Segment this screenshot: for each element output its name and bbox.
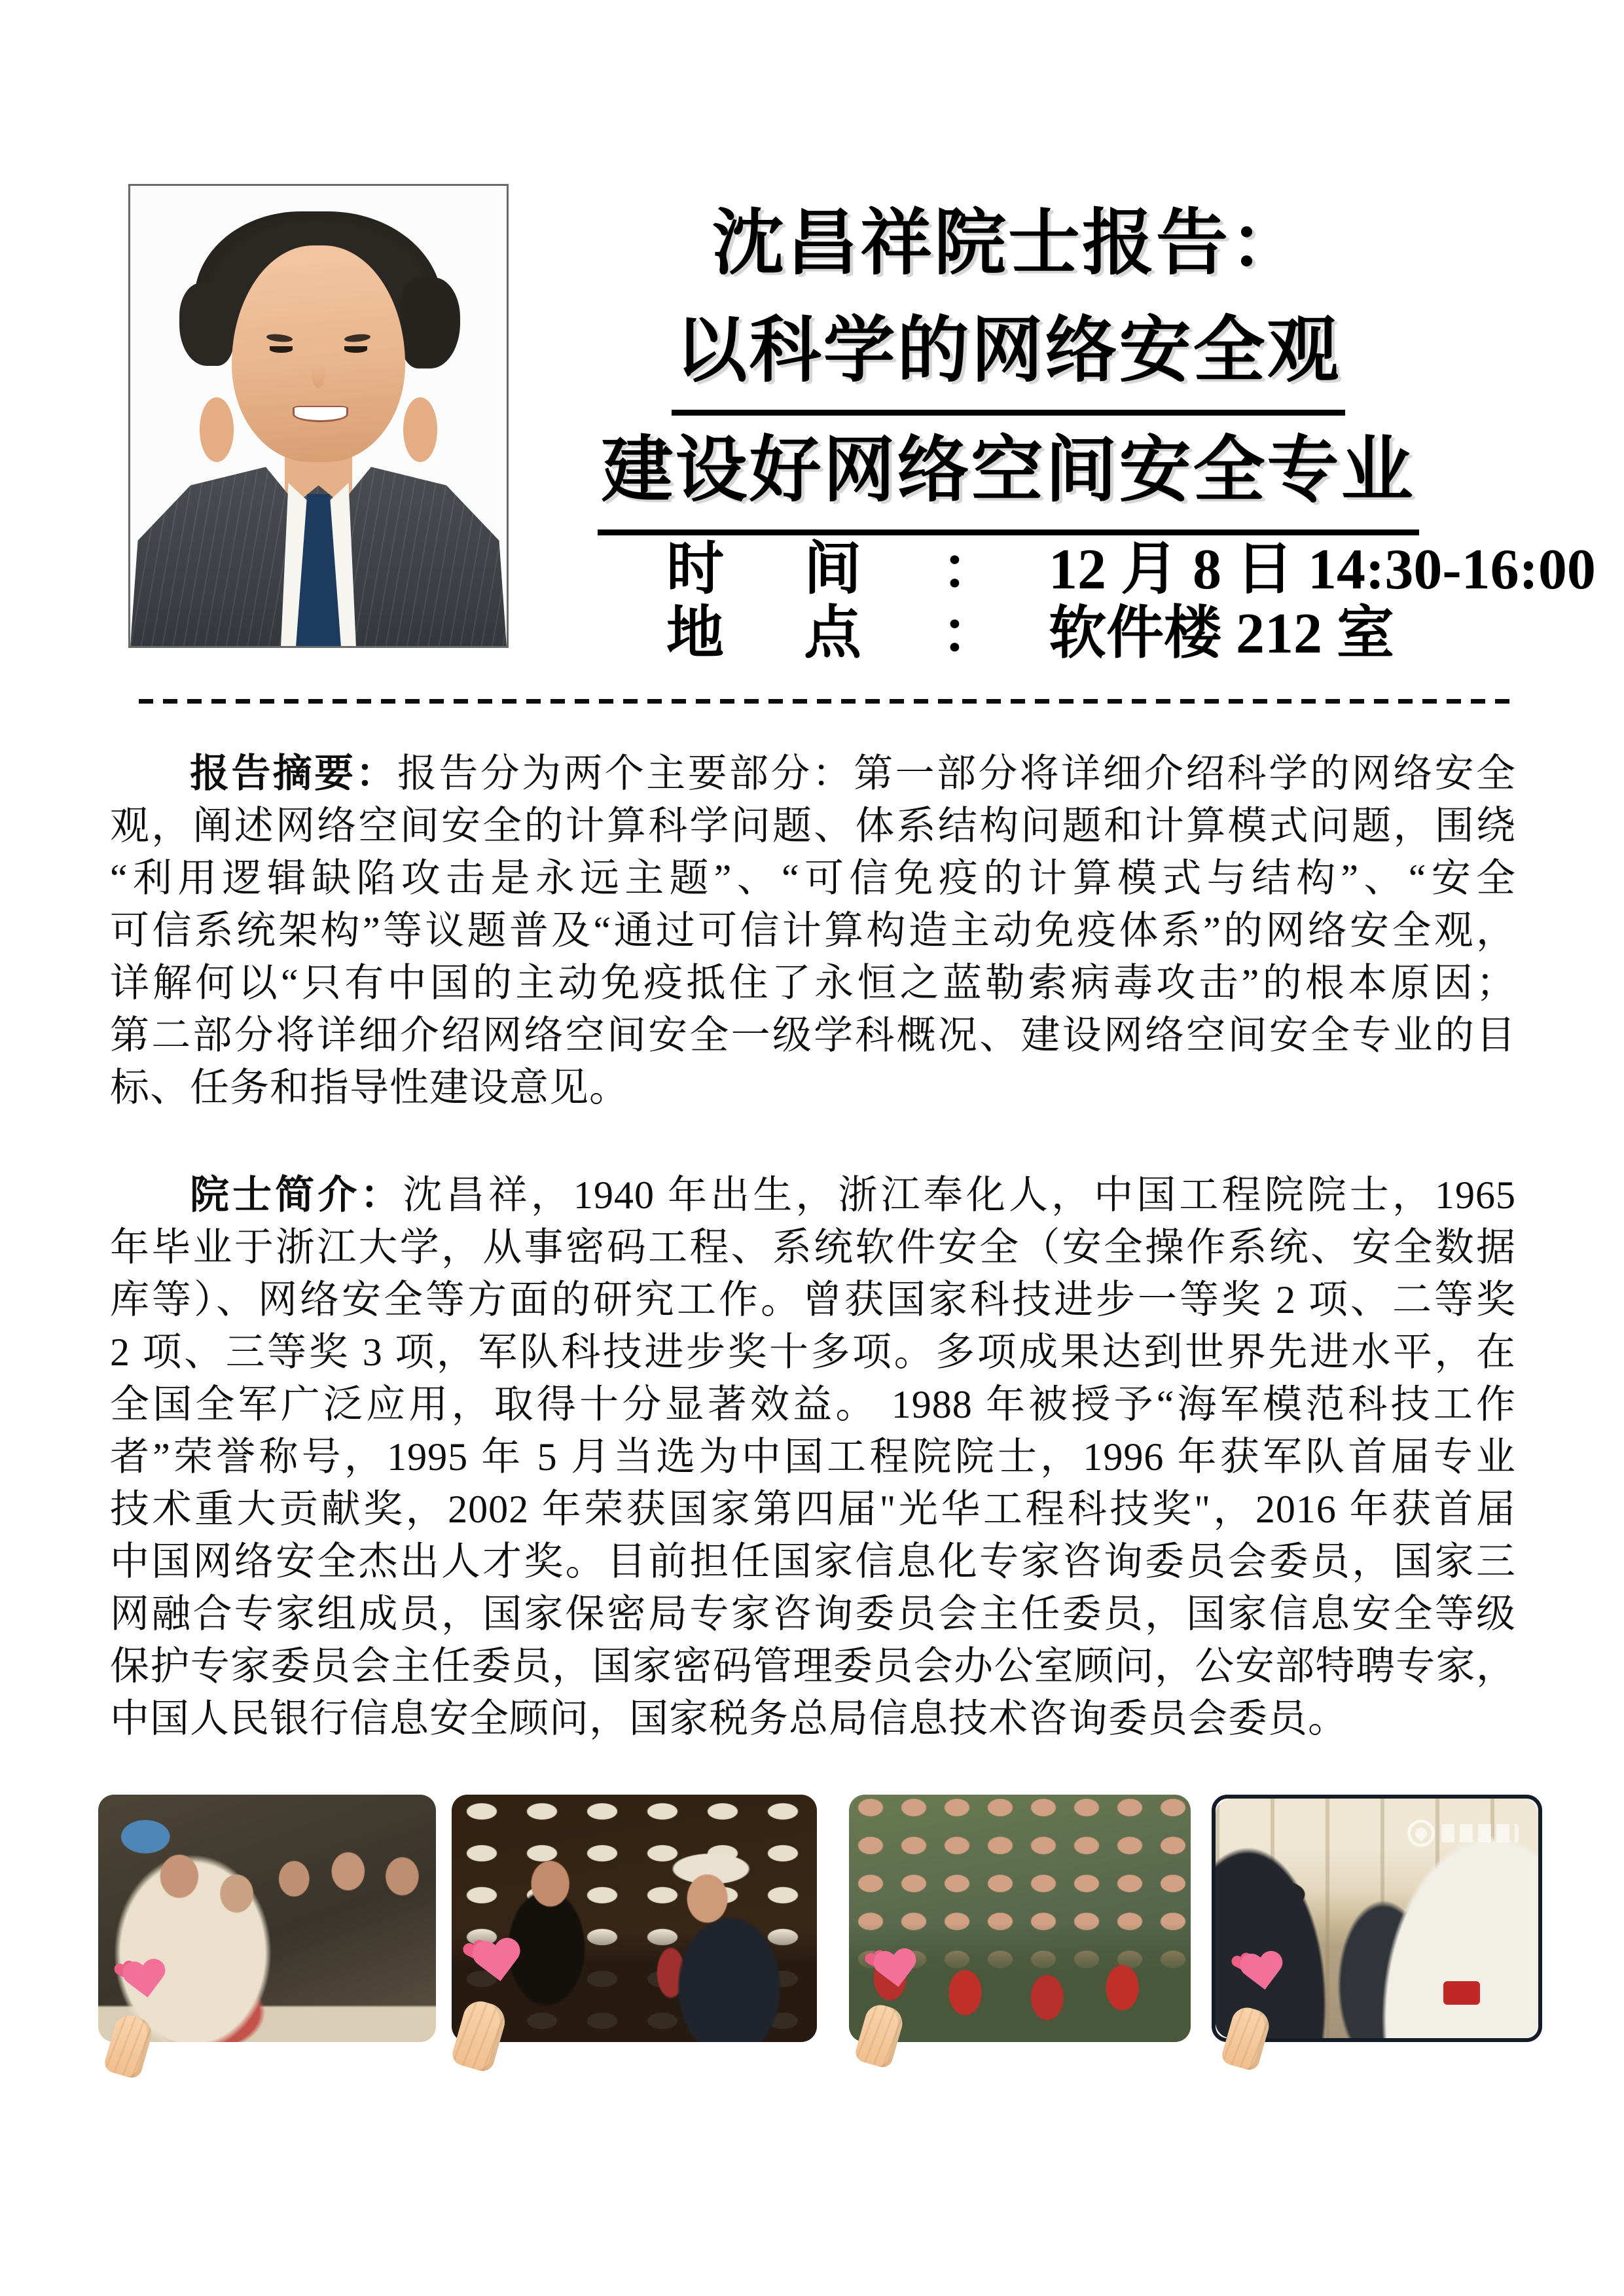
gallery-photo-4 (1212, 1795, 1542, 2042)
dashed-divider (139, 699, 1517, 704)
underlined-title-text: 以科学的网络安全观 (672, 298, 1345, 416)
schedule-block (666, 538, 1596, 666)
heart-icon (120, 1958, 171, 2005)
hand-icon (102, 2012, 155, 2080)
title-block (524, 191, 1492, 535)
text-line: 保护专家委员会主任委员，国家密码管理委员会办公室顾问，公安部特聘专家， (110, 1645, 1516, 1688)
place-row (666, 602, 1596, 666)
place-label: 地 点 ： (666, 602, 1032, 666)
heart-hand-sticker (448, 1926, 565, 2072)
portrait-eyebrow (266, 333, 293, 343)
text-line: 院士简介：沈昌祥，1940 年出生，浙江奉化人，中国工程院院士，1965 (190, 1174, 1516, 1217)
gallery-photo-3 (849, 1795, 1191, 2042)
page-title-line1: 沈昌祥院士报告： (712, 204, 1304, 283)
academician-portrait-photo (128, 184, 509, 648)
place-value: 软件楼 212 室 (1049, 602, 1395, 666)
text-line: 第二部分将详细介绍网络空间安全一级学科概况、建设网络空间安全专业的目 (110, 1014, 1516, 1057)
heart-icon (1237, 1950, 1288, 1997)
hand-icon (450, 1998, 509, 2074)
portrait-ear (200, 397, 234, 461)
text-line: 2 项、三等奖 3 项，军队科技进步奖十多项。多项成果达到世界先进水平，在 (110, 1331, 1516, 1374)
text-line: 观，阐述网络空间安全的计算科学问题、体系结构问题和计算模式问题，围绕 (110, 804, 1516, 848)
heart-hand-sticker (852, 1937, 956, 2068)
text-line: “利用逻辑缺陷攻击是永远主题”、“可信免疫的计算模式与结构”、“安全 (110, 857, 1516, 900)
portrait-face (232, 245, 405, 461)
paragraph-lead: 报告摘要： (190, 752, 397, 795)
heart-hand-sticker (101, 1948, 206, 2079)
underlined-title-text: 建设好网络空间安全专业 (598, 418, 1419, 535)
text-line: 中国人民银行信息安全顾问，国家税务总局信息技术咨询委员会委员。 (110, 1697, 1348, 1740)
text-line: 年毕业于浙江大学，从事密码工程、系统软件安全（安全操作系统、安全数据 (110, 1226, 1516, 1269)
text-line: 全国全军广泛应用，取得十分显著效益。 1988 年被授予“海军模范科技工作 (110, 1383, 1516, 1426)
text-line: 详解何以“只有中国的主动免疫抵住了永恒之蓝勒索病毒攻击”的根本原因； (110, 961, 1516, 1005)
bio-paragraph (110, 1169, 1516, 1745)
portrait-nose (312, 358, 325, 388)
hand-icon (853, 2001, 906, 2070)
heart-hand-sticker (1218, 1940, 1323, 2071)
abstract-paragraph (110, 747, 1516, 1114)
red-badge (1443, 1981, 1480, 2005)
paragraph-lead: 院士简介： (190, 1174, 403, 1217)
heart-icon (871, 1947, 922, 1994)
portrait-eyebrow (344, 333, 371, 343)
text-line: 报告摘要：报告分为两个主要部分：第一部分将详细介绍科学的网络安全 (190, 752, 1516, 795)
portrait-eye (344, 346, 367, 353)
gallery-photo-2 (452, 1795, 817, 2042)
text-line: 可信系统架构”等议题普及“通过可信计算构造主动免疫体系”的网络安全观， (110, 909, 1516, 952)
text-line: 标、任务和指导性建设意见。 (110, 1066, 629, 1109)
portrait-ear (403, 397, 437, 461)
heart-ring-logo-icon (1407, 1820, 1435, 1847)
text-line: 者”荣誉称号，1995 年 5 月当选为中国工程院院士，1996 年获军队首届专业 (110, 1435, 1516, 1479)
portrait-mouth (293, 406, 348, 422)
watermark-text-blur (1441, 1824, 1519, 1842)
time-row (666, 538, 1596, 602)
text-line: 技术重大贡献奖，2002 年荣获国家第四届"光华工程科技奖"，2016 年获首届 (110, 1488, 1516, 1531)
time-value: 12 月 8 日 14:30-16:00 (1049, 538, 1596, 601)
photo-gallery (0, 1795, 1624, 2070)
portrait-eye (270, 346, 292, 353)
text-line: 库等）、网络安全等方面的研究工作。曾获国家科技进步一等奖 2 项、二等奖 (110, 1278, 1516, 1321)
text-line: 中国网络安全杰出人才奖。目前担任国家信息化专家咨询委员会委员，国家三 (110, 1540, 1516, 1583)
time-label: 时 间 ： (666, 538, 1032, 601)
text-line: 网融合专家组成员，国家保密局专家咨询委员会主任委员，国家信息安全等级 (110, 1592, 1516, 1636)
video-watermark-icon (1407, 1818, 1519, 1848)
page-title-line3 (524, 418, 1492, 535)
page-title-line2 (524, 298, 1492, 416)
heart-icon (469, 1937, 526, 1989)
gallery-photo-1 (98, 1795, 436, 2042)
hand-icon (1219, 2004, 1272, 2072)
